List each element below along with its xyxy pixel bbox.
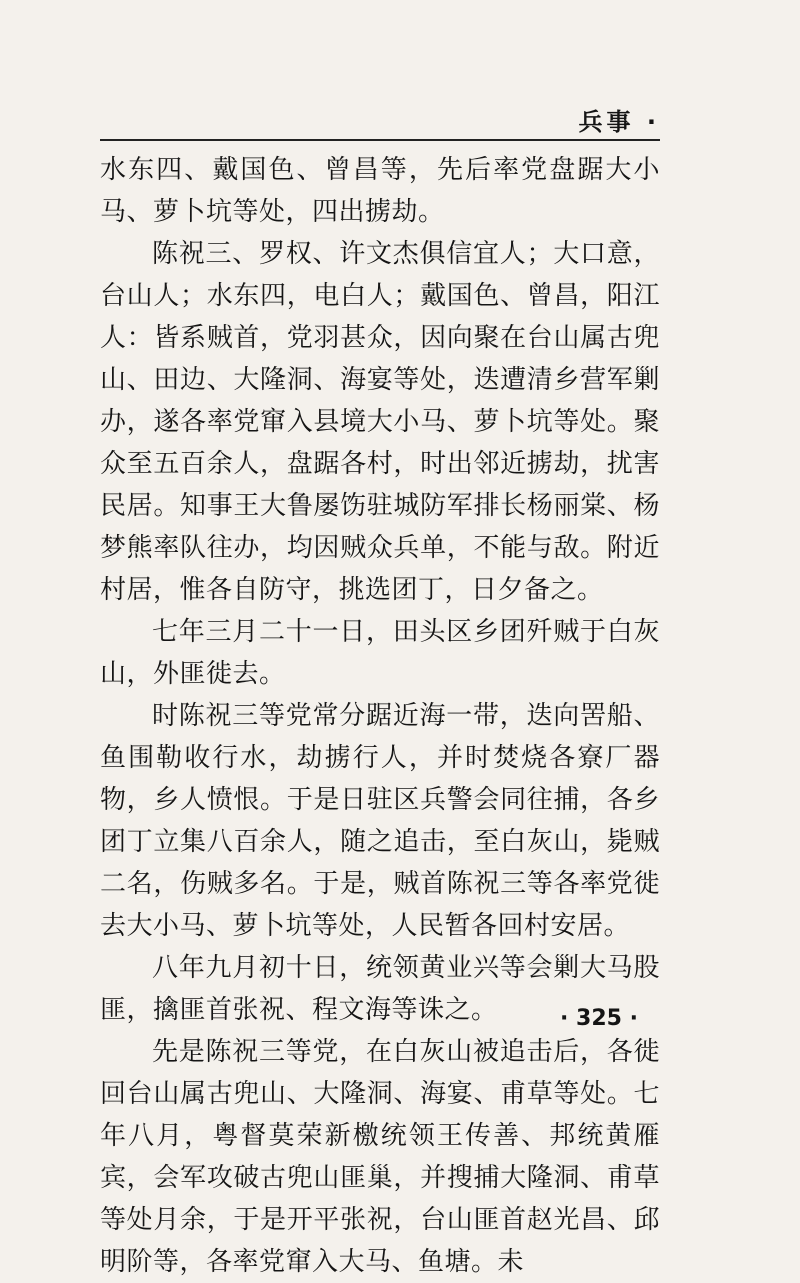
header-rule <box>100 139 660 141</box>
page-number: · 325 · <box>560 1006 638 1031</box>
paragraph-2: 陈祝三、罗权、许文杰俱信宜人；大口意，台山人；水东四，电白人；戴国色、曾昌，阳江人：皆系贼首，党羽甚众，因向聚在台山属古兜山、田边、大隆洞、海宴等处，迭遭清乡营军剿办，遂各率党窜入县境大小马、萝卜坑等处。聚众至五百余人，盘踞各村，时出邻近掳劫，扰害民居。知事王大鲁屡饬驻城防军排长杨丽棠、杨梦熊率队往办，均因贼众兵单，不能与敌。附近村居，惟各自防守，挑选团丁，日夕备之。 <box>100 239 660 605</box>
paragraph-1: 水东四、戴国色、曾昌等，先后率党盘踞大小马、萝卜坑等处，四出掳劫。 <box>100 155 660 227</box>
paragraph-3: 七年三月二十一日，田头区乡团歼贼于白灰山，外匪徙去。 <box>100 617 660 689</box>
body-text <box>100 149 660 1283</box>
paragraph-4: 时陈祝三等党常分踞近海一带，迭向罟船、鱼围勒收行水，劫掳行人，并时焚烧各寮厂器物，乡人愤恨。于是日驻区兵警会同往捕，各乡团丁立集八百余人，随之追击，至白灰山，毙贼二名，伤贼多名。于是，贼首陈祝三等各率党徙去大小马、萝卜坑等处，人民暂各回村安居。 <box>100 701 660 941</box>
paragraph-5: 八年九月初十日，统领黄业兴等会剿大马股匪，擒匪首张祝、程文海等诛之。 <box>100 953 660 1025</box>
section-header: 兵事 · <box>578 108 660 136</box>
paragraph-6: 先是陈祝三等党，在白灰山被追击后，各徙回台山属古兜山、大隆洞、海宴、甫草等处。七年八月，粤督莫荣新檄统领王传善、邦统黄雁宾，会军攻破古兜山匪巢，并搜捕大隆洞、甫草等处月余，于是开平张祝，台山匪首赵光昌、邱明阶等，各率党窜入大马、鱼塘。未 <box>100 1037 660 1277</box>
